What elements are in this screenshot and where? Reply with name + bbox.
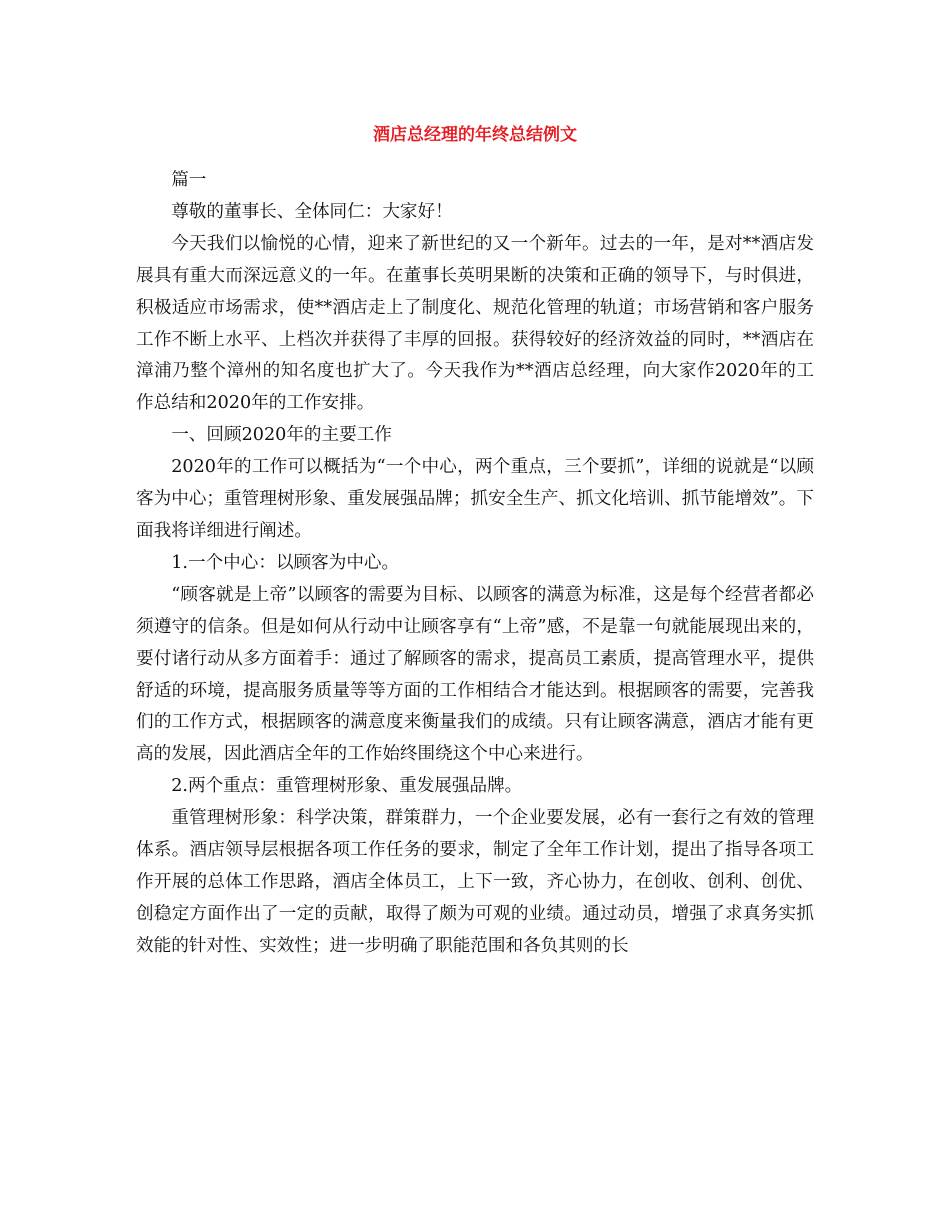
subsection-heading: 2.两个重点：重管理树形象、重发展强品牌。 bbox=[171, 776, 523, 797]
document-body bbox=[136, 165, 814, 963]
body-paragraph: 重管理树形象：科学决策，群策群力，一个企业要发展，必有一套行之有效的管理体系。酒店领导层根据各项工作任务的要求，制定了全年工作计划，提出了指导各项工作开展的总体工作思路，酒店全体员工，上下一致，齐心协力，在创收、创利、创优、创稳定方面作出了一定的贡献，取得了颇为可观的业绩。通过动员，增强了求真务实抓效能的针对性、实效性；进一步明确了职能范围和各负其则的长 bbox=[136, 808, 814, 956]
body-paragraph: “顾客就是上帝”以顾客的需要为目标、以顾客的满意为标准，这是每个经营者都必须遵守的信条。但是如何从行动中让顾客享有“上帝”感，不是靠一句就能展现出来的，要付诸行动从多方面着手：通过了解顾客的需求，提高员工素质，提高管理水平，提供舒适的环境，提高服务质量等等方面的工作相结合才能达到。根据顾客的需要，完善我们的工作方式，根据顾客的满意度来衡量我们的成绩。只有让顾客满意，酒店才能有更高的发展，因此酒店全年的工作始终围绕这个中心来进行。 bbox=[136, 584, 814, 765]
body-paragraph: 2020年的工作可以概括为“一个中心，两个重点，三个要抓”，详细的说就是“以顾客为中心；重管理树形象、重发展强品牌；抓安全生产、抓文化培训、抓节能增效”。下面我将详细进行阐述。 bbox=[136, 457, 814, 541]
section-heading: 一、回顾2020年的主要工作 bbox=[171, 425, 392, 446]
body-paragraph: 今天我们以愉悦的心情，迎来了新世纪的又一个新年。过去的一年，是对**酒店发展具有重大而深远意义的一年。在董事长英明果断的决策和正确的领导下，与时俱进，积极适应市场需求，使**酒店走上了制度化、规范化管理的轨道；市场营销和客户服务工作不断上水平、上档次并获得了丰厚的回报。获得较好的经济效益的同时，**酒店在漳浦乃整个漳州的知名度也扩大了。今天我作为**酒店总经理，向大家作2020年的工作总结和2020年的工作安排。 bbox=[136, 233, 814, 414]
salutation: 尊敬的董事长、全体同仁：大家好！ bbox=[171, 201, 453, 222]
subsection-heading: 1.一个中心：以顾客为中心。 bbox=[171, 552, 400, 573]
document-title: 酒店总经理的年终总结例文 bbox=[373, 125, 577, 145]
section-heading: 篇一 bbox=[171, 170, 207, 190]
